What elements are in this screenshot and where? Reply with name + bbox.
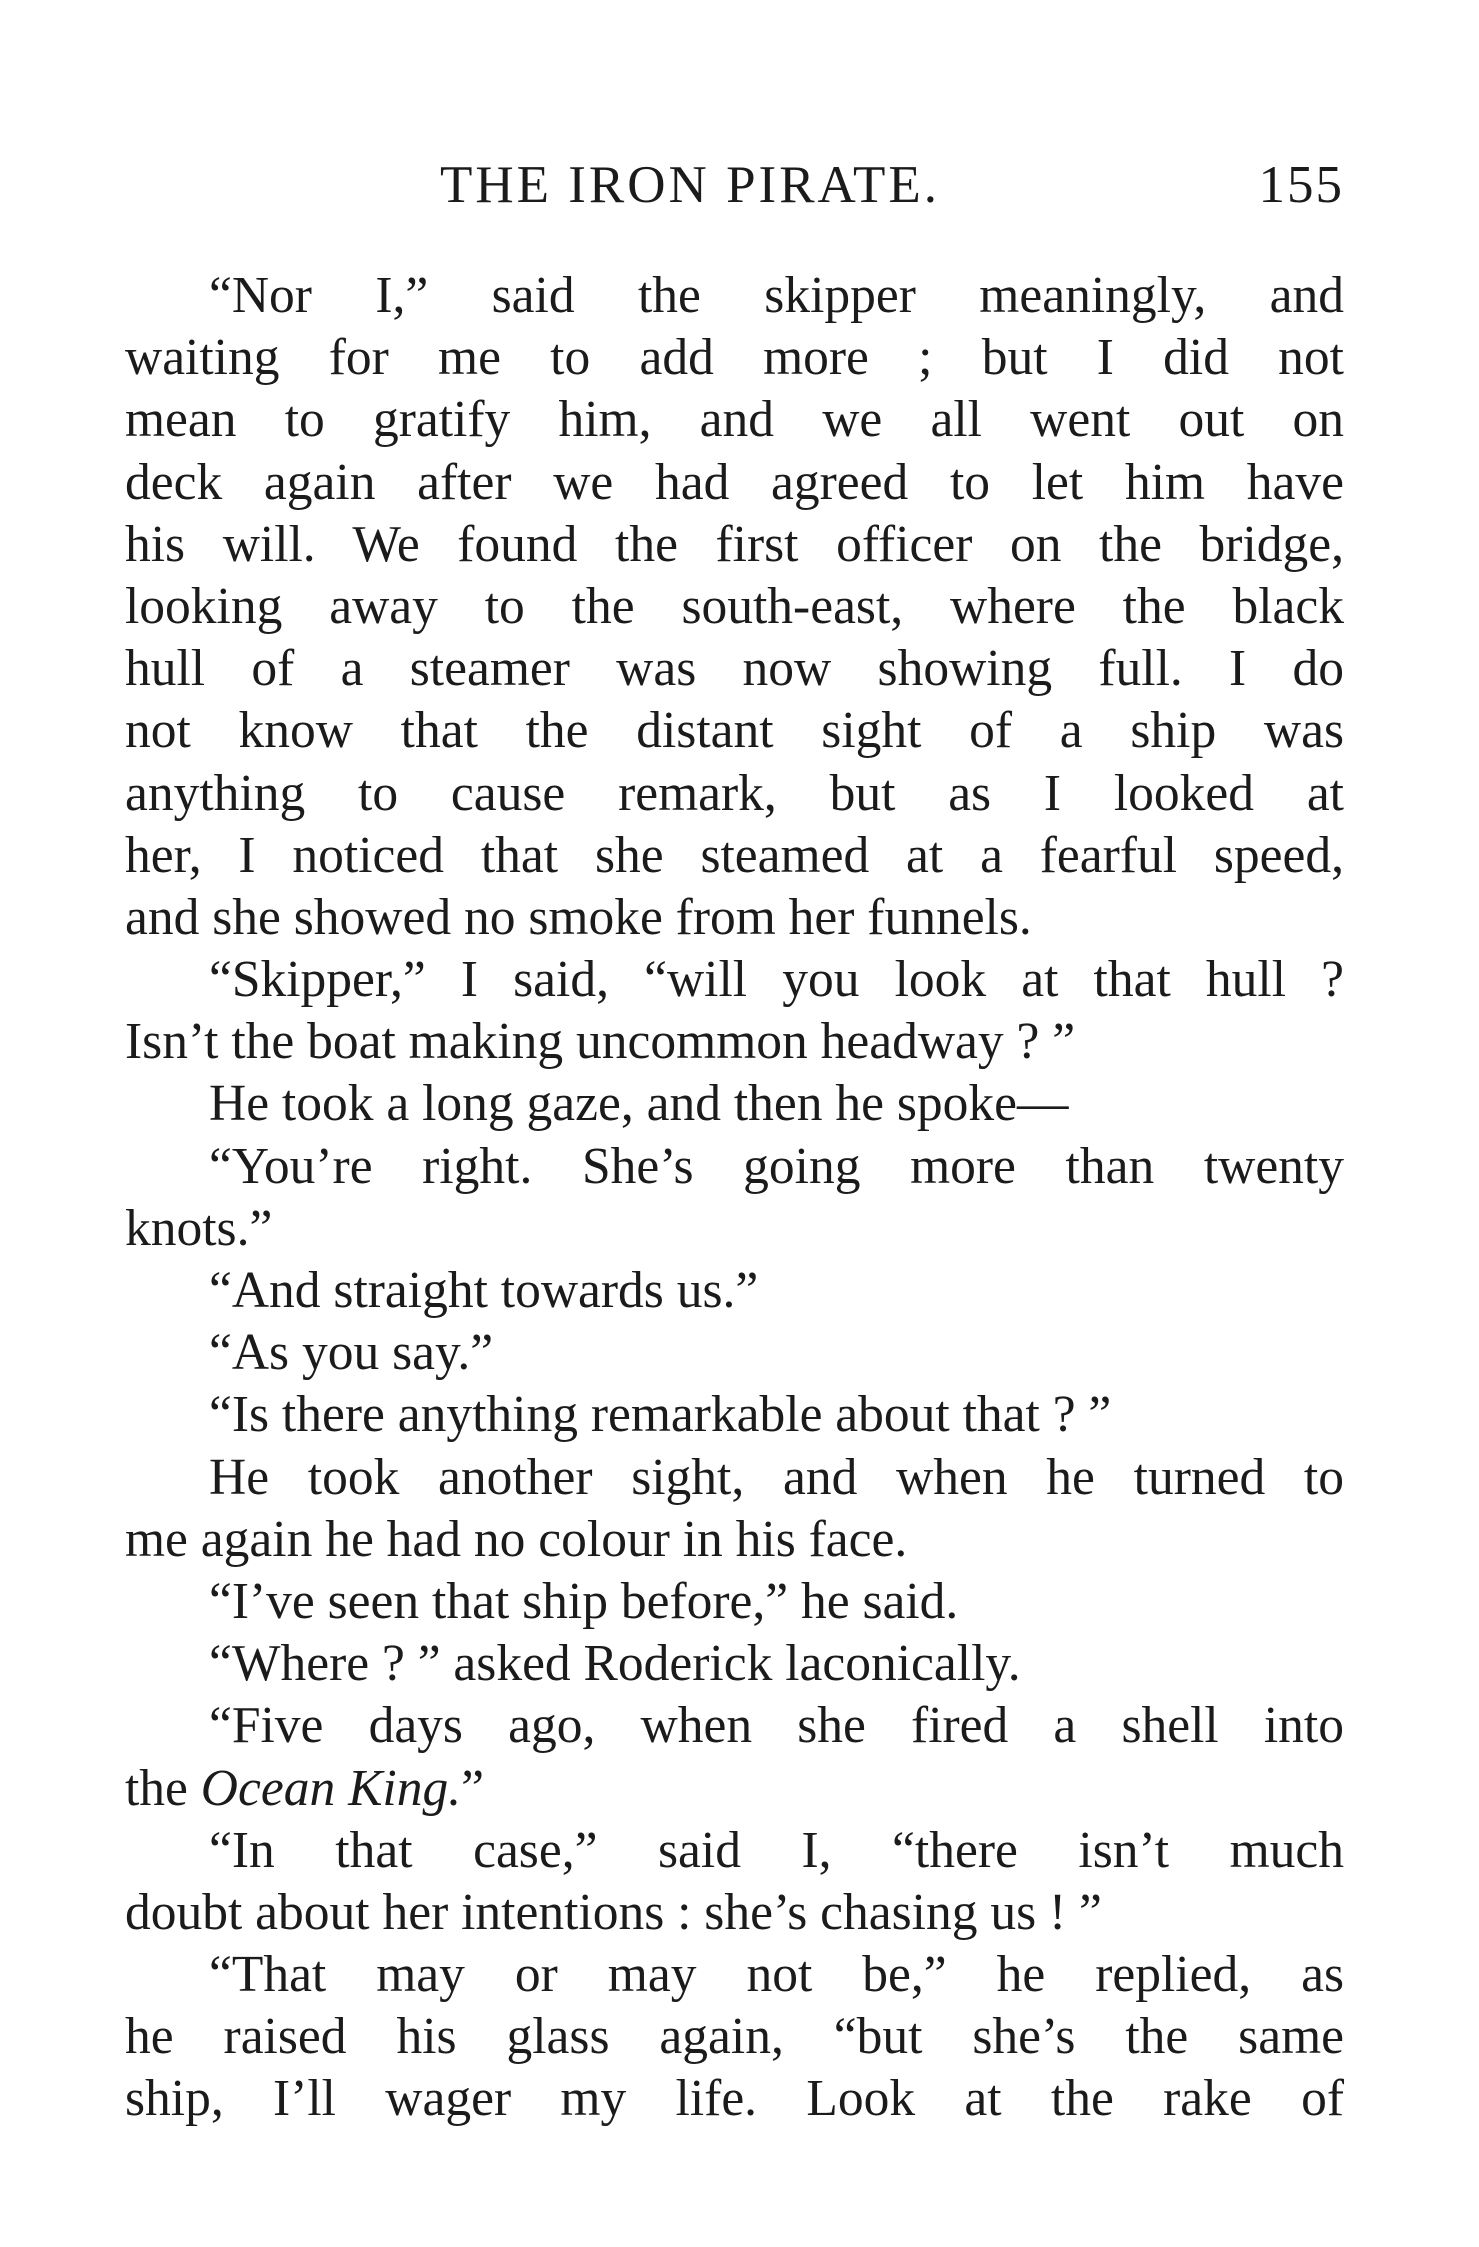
text-line: “Where ? ” asked Roderick laconically. [209,1635,1021,1693]
text-line: doubt about her intentions : she’s chasing us ! ” [125,1883,1102,1941]
text-line: “As you say.” [209,1324,494,1382]
text-line: her, I noticed that she steamed at a fearful speed, [125,826,1344,884]
text-line: ship, I’ll wager my life. Look at the rake of [125,2070,1344,2128]
text-line: and she showed no smoke from her funnels. [125,888,1032,946]
text-line: mean to gratify him, and we all went out on [125,391,1344,449]
text-line [125,1758,1344,1820]
text-line: hull of a steamer was now showing full. I do [125,640,1344,698]
body-text [125,265,1344,2131]
running-title: THE IRON PIRATE. [440,156,940,214]
text-line: “Nor I,” said the skipper meaningly, and [209,267,1344,324]
text-line: “Is there anything remarkable about that ? ” [209,1386,1112,1444]
text-line: anything to cause remark, but as I looked at [125,764,1344,822]
page-number: 155 [1258,156,1344,214]
text-segment: the [125,1759,201,1817]
text-line: his will. We found the first officer on the bridge, [125,515,1344,573]
text-line: not know that the distant sight of a ship was [125,702,1344,760]
text-line: looking away to the south-east, where the black [125,577,1344,635]
text-line: he raised his glass again, “but she’s the same [125,2008,1344,2066]
text-line: “That may or may not be,” he replied, as [209,1946,1344,2004]
text-line: He took a long gaze, and then he spoke— [209,1075,1069,1133]
text-line: “Skipper,” I said, “will you look at that hull ? [209,951,1344,1009]
text-line: Isn’t the boat making uncommon headway ? ” [125,1013,1076,1071]
text-segment: ” [461,1759,484,1817]
text-line: “You’re right. She’s going more than twenty [209,1137,1344,1195]
text-line: “And straight towards us.” [209,1262,759,1319]
text-line: He took another sight, and when he turned to [209,1448,1344,1506]
text-line: “In that case,” said I, “there isn’t much [209,1821,1344,1879]
text-line: me again he had no colour in his face. [125,1510,908,1568]
italic-text: Ocean King. [200,1759,462,1817]
text-line: deck again after we had agreed to let him have [125,453,1344,511]
text-line: knots.” [125,1199,273,1257]
running-head [125,155,1344,215]
text-line: waiting for me to add more ; but I did not [125,329,1344,387]
text-line: “I’ve seen that ship before,” he said. [209,1572,959,1630]
text-line: “Five days ago, when she fired a shell into [209,1697,1344,1755]
